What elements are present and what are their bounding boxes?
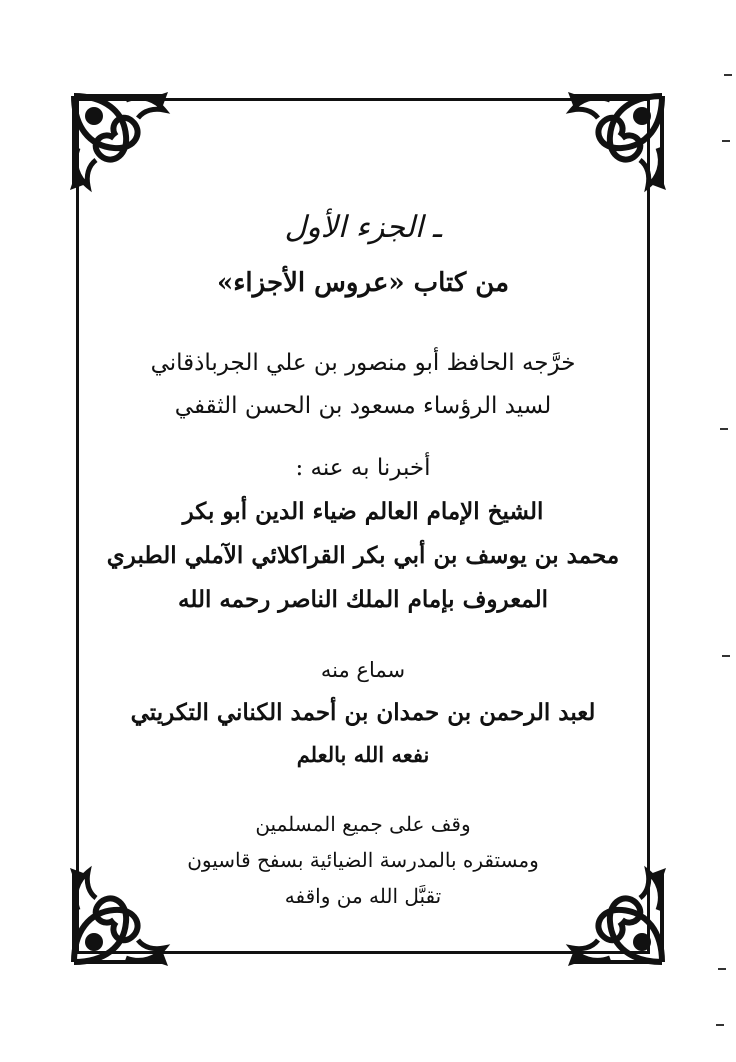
audition-line-1: لعبد الرحمن بن حمدان بن أحمد الكناني التكريتي (130, 699, 596, 726)
compiler-line-1: خرَّجه الحافظ أبو منصور بن علي الجرباذقاني (150, 350, 576, 376)
audition-intro: سماع منه (320, 658, 406, 682)
endowment-line-2: ومستقره بالمدرسة الضيائية بسفح قاسيون (187, 848, 539, 872)
book-title: من كتاب «عروس الأجزاء» (216, 268, 510, 298)
audition-line-2: نفعه الله بالعلم (296, 742, 430, 767)
endowment-line-1: وقف على جميع المسلمين (255, 812, 471, 836)
transmission-line-3: المعروف بإمام الملك الناصر رحمه الله (178, 586, 548, 613)
scan-mark (720, 428, 728, 430)
transmission-intro: أخبرنا به عنه : (295, 455, 431, 481)
endowment-line-3: تقبَّل الله من واقفه (284, 884, 442, 908)
scan-mark (724, 74, 732, 76)
corner-ornament-icon (64, 86, 176, 198)
scan-mark (722, 140, 730, 142)
scan-mark (718, 968, 726, 970)
scan-mark (716, 1024, 724, 1026)
part-title: ـ الجزء الأول (284, 210, 442, 245)
corner-ornament-icon (560, 860, 672, 972)
corner-ornament-icon (560, 86, 672, 198)
scan-mark (722, 655, 730, 657)
transmission-line-2: محمد بن يوسف بن أبي بكر القراكلائي الآملي الطبري (106, 542, 620, 569)
compiler-line-2: لسيد الرؤساء مسعود بن الحسن الثقفي (174, 393, 552, 419)
corner-ornament-icon (64, 860, 176, 972)
transmission-line-1: الشيخ الإمام العالم ضياء الدين أبو بكر (182, 498, 544, 525)
